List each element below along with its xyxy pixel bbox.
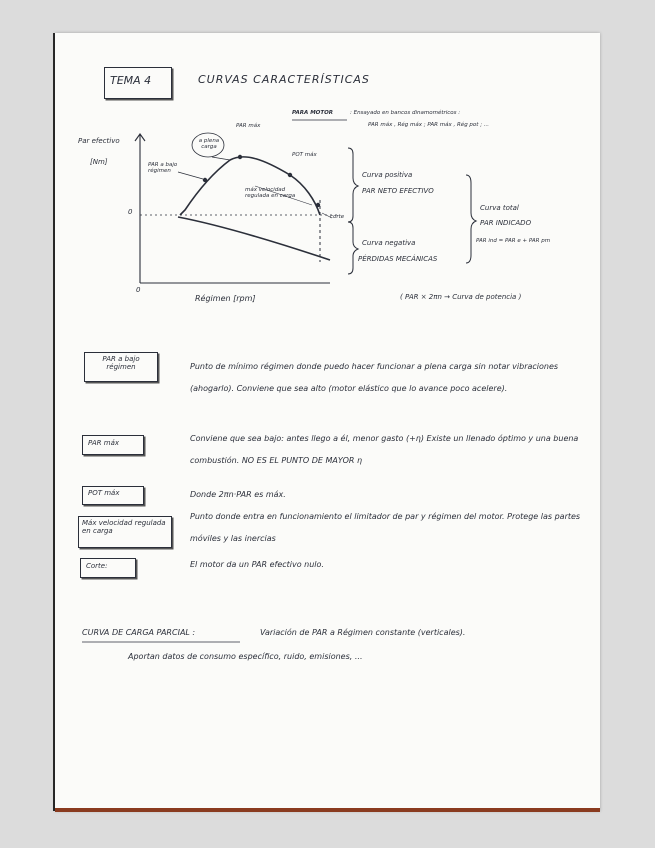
page-title: CURVAS CARACTERÍSTICAS xyxy=(198,73,370,86)
x-axis-label: Régimen [rpm] xyxy=(195,294,256,303)
origin-tick: 0 xyxy=(136,286,141,294)
partial-load-heading: CURVA DE CARGA PARCIAL : xyxy=(82,628,196,637)
label-plena-carga: a plena carga xyxy=(198,138,220,151)
label-curva-total: Curva total xyxy=(480,204,519,212)
negative-losses-curve xyxy=(178,217,330,260)
definition-par-bajo: Punto de mínimo régimen donde puedo hacer funcionar a plena carga sin notar vibraciones (ahogarlo). Conviene que sea alto (motor elástico que lo avance poco acelere). xyxy=(190,362,559,393)
brace-positive xyxy=(348,148,358,222)
label-curva-negativa: Curva negativa xyxy=(362,239,416,247)
label-par-bajo: PAR a bajo régimen xyxy=(148,162,178,175)
term-corte: Corte: xyxy=(86,562,108,570)
label-par-neto: PAR NETO EFECTIVO xyxy=(362,187,434,195)
label-par-max: PAR máx xyxy=(236,123,261,129)
tema-label: TEMA 4 xyxy=(110,74,152,87)
leader-plena xyxy=(212,157,230,160)
definition-pot-max: Donde 2πn·PAR es máx. xyxy=(190,490,286,499)
positive-torque-curve xyxy=(180,157,320,215)
point-max-vel xyxy=(316,203,320,207)
label-perdidas: PÉRDIDAS MECÁNICAS xyxy=(358,255,438,263)
motor-note-2: PAR máx , Rég máx ; PAR máx , Rég pot ; ... xyxy=(368,122,490,128)
label-max-vel: máx velocidad regulada en carga xyxy=(245,187,296,200)
point-par-max xyxy=(238,155,242,159)
label-potencia-note: ( PAR × 2πn → Curva de potencia ) xyxy=(400,293,522,301)
brace-negative xyxy=(348,222,358,274)
label-curva-positiva: Curva positiva xyxy=(362,171,413,179)
point-pot-max xyxy=(288,173,292,177)
term-par-max: PAR máx xyxy=(88,439,120,447)
label-pot-max: POT máx xyxy=(292,152,317,158)
definition-max-vel: Punto donde entra en funcionamiento el limitador de par y régimen del motor. Protege las partes móviles y las inercias xyxy=(190,512,581,543)
partial-load-text: Variación de PAR a Régimen constante (verticales). xyxy=(260,628,466,637)
point-par-bajo xyxy=(203,178,207,182)
motor-note: : Ensayado en bancos dinamométricos : xyxy=(350,110,461,116)
y-axis-label: Par efectivo xyxy=(78,137,120,145)
definition-corte: El motor da un PAR efectivo nulo. xyxy=(190,560,324,569)
label-formula: PAR ind = PAR e + PAR pm xyxy=(476,238,551,244)
motor-heading: PARA MOTOR xyxy=(292,110,334,116)
brace-total xyxy=(466,175,476,263)
term-par-bajo: PAR a bajo régimen xyxy=(102,355,140,371)
zero-tick: 0 xyxy=(128,208,133,216)
label-par-indicado: PAR INDICADO xyxy=(480,219,532,227)
definition-par-max: Conviene que sea bajo: antes llego a él, menor gasto (+η) Existe un llenado óptimo y una buena combustión. NO ES EL PUNTO DE MAYOR η xyxy=(190,434,579,465)
partial-load-text-2: Aportan datos de consumo específico, ruido, emisiones, ... xyxy=(128,652,363,661)
label-corte: corte xyxy=(330,214,345,220)
term-max-vel: Máx velocidad regulada en carga xyxy=(82,519,166,535)
y-axis-unit: [Nm] xyxy=(90,158,108,166)
term-pot-max: POT máx xyxy=(88,489,120,497)
